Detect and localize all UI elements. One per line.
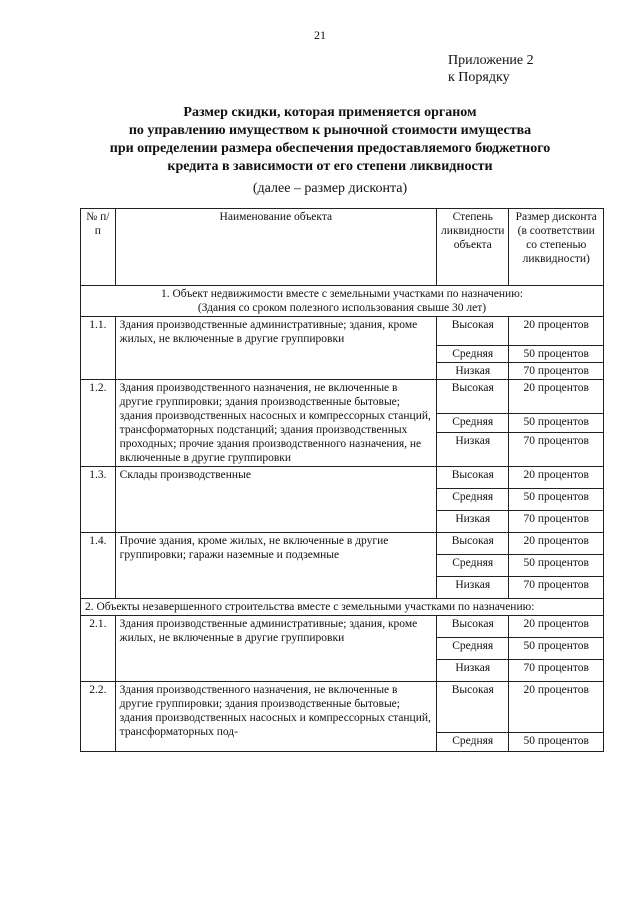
title-line-2: по управлению имуществом к рыночной стоимости имущества bbox=[128, 123, 532, 138]
liquidity-level: Высокая bbox=[437, 533, 509, 555]
discount-value: 50 процентов bbox=[509, 346, 604, 363]
liquidity-level: Низкая bbox=[437, 660, 509, 682]
liquidity-level: Высокая bbox=[437, 467, 509, 489]
liquidity-level: Низкая bbox=[437, 433, 509, 467]
liquidity-level: Низкая bbox=[437, 511, 509, 533]
liquidity-level: Высокая bbox=[437, 317, 509, 346]
section-heading-row bbox=[81, 599, 604, 616]
row-number: 2.1. bbox=[81, 616, 116, 682]
header-num: № п/п bbox=[81, 209, 116, 286]
section-1-heading bbox=[81, 286, 604, 317]
appendix-line-2: к Порядку bbox=[448, 70, 510, 85]
header-liquidity: Степень ликвидности объекта bbox=[437, 209, 509, 286]
discount-value: 20 процентов bbox=[509, 533, 604, 555]
liquidity-level: Средняя bbox=[437, 555, 509, 577]
document-subtitle: (далее – размер дисконта) bbox=[252, 181, 408, 196]
title-line-4: кредита в зависимости от его степени ликвидности bbox=[167, 159, 493, 174]
discount-value: 50 процентов bbox=[509, 733, 604, 752]
discount-value: 70 процентов bbox=[509, 660, 604, 682]
table-row bbox=[81, 317, 604, 346]
table-row bbox=[81, 533, 604, 555]
discount-value: 50 процентов bbox=[509, 414, 604, 433]
section-2-heading: 2. Объекты незавершенного строительства вместе с земельными участками по назначению: bbox=[81, 599, 604, 616]
discount-value: 70 процентов bbox=[509, 363, 604, 380]
liquidity-level: Средняя bbox=[437, 414, 509, 433]
header-name: Наименование объекта bbox=[115, 209, 436, 286]
liquidity-level: Высокая bbox=[437, 682, 509, 733]
row-number: 2.2. bbox=[81, 682, 116, 752]
title-line-1: Размер скидки, которая применяется органом bbox=[183, 105, 477, 120]
discount-value: 20 процентов bbox=[509, 616, 604, 638]
discount-value: 50 процентов bbox=[509, 555, 604, 577]
liquidity-level: Средняя bbox=[437, 733, 509, 752]
table-row bbox=[81, 616, 604, 638]
table-row bbox=[81, 380, 604, 414]
title-line-3: при определении размера обеспечения предоставляемого бюджетного bbox=[109, 141, 551, 156]
section-1-title: 1. Объект недвижимости вместе с земельными участками по назначению: bbox=[160, 288, 523, 300]
discount-value: 70 процентов bbox=[509, 433, 604, 467]
table-header-row bbox=[81, 209, 604, 286]
liquidity-level: Высокая bbox=[437, 380, 509, 414]
discount-value: 70 процентов bbox=[509, 577, 604, 599]
row-number: 1.1. bbox=[81, 317, 116, 380]
section-heading-row bbox=[81, 286, 604, 317]
object-name: Здания производственного назначения, не включенные в другие группировки; здания производственные бытовые; здания производственных насосных и компрессорных станций, трансформаторных подстанций; здания производственных проходных; прочие здания производственного назначения, не включенные в другие группировки bbox=[115, 380, 436, 467]
object-name: Склады производственные bbox=[115, 467, 436, 533]
liquidity-level: Средняя bbox=[437, 638, 509, 660]
discount-value: 20 процентов bbox=[509, 467, 604, 489]
page-number: 21 bbox=[314, 28, 326, 42]
discount-value: 20 процентов bbox=[509, 682, 604, 733]
appendix-line-1: Приложение 2 bbox=[448, 53, 534, 68]
row-number: 1.2. bbox=[81, 380, 116, 467]
liquidity-level: Низкая bbox=[437, 363, 509, 380]
object-name: Здания производственного назначения, не включенные в другие группировки; здания производственные бытовые; здания производственных насосных и компрессорных станций, трансформаторных под- bbox=[115, 682, 436, 752]
discount-table bbox=[80, 208, 604, 752]
discount-value: 20 процентов bbox=[509, 317, 604, 346]
object-name: Прочие здания, кроме жилых, не включенные в другие группировки; гаражи наземные и подземные bbox=[115, 533, 436, 599]
section-1-subtitle: (Здания со сроком полезного использования свыше 30 лет) bbox=[197, 302, 487, 314]
discount-value: 70 процентов bbox=[509, 511, 604, 533]
liquidity-level: Средняя bbox=[437, 489, 509, 511]
row-number: 1.3. bbox=[81, 467, 116, 533]
discount-value: 20 процентов bbox=[509, 380, 604, 414]
row-number: 1.4. bbox=[81, 533, 116, 599]
table-row bbox=[81, 682, 604, 733]
table-row bbox=[81, 467, 604, 489]
document-title bbox=[60, 104, 600, 176]
object-name: Здания производственные административные; здания, кроме жилых, не включенные в другие группировки bbox=[115, 317, 436, 380]
liquidity-level: Средняя bbox=[437, 346, 509, 363]
header-discount: Размер дисконта (в соответствии со степенью ликвидности) bbox=[509, 209, 604, 286]
liquidity-level: Высокая bbox=[437, 616, 509, 638]
discount-value: 50 процентов bbox=[509, 489, 604, 511]
discount-value: 50 процентов bbox=[509, 638, 604, 660]
object-name: Здания производственные административные; здания, кроме жилых, не включенные в другие группировки bbox=[115, 616, 436, 682]
liquidity-level: Низкая bbox=[437, 577, 509, 599]
appendix-reference bbox=[448, 52, 534, 86]
